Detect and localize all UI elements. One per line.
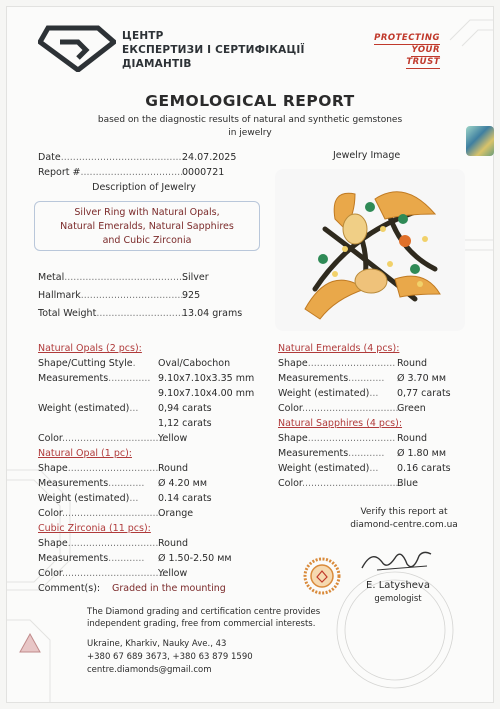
opals-measurements-value-1: 9.10x7.10x3.35 mm [158, 373, 255, 384]
emeralds-color-label: Color................................. [278, 403, 402, 414]
zirconia-color-value: Yellow [158, 568, 188, 579]
slogan: PROTECTING YOUR TRUST [374, 33, 440, 67]
disclaimer-line-1: The Diamond grading and certification centre provides [87, 607, 321, 617]
zirconia-measurements-label: Measurements............ [38, 553, 145, 564]
report-number-value: 0000721 [182, 167, 225, 178]
opal-single-shape-value: Round [158, 463, 189, 474]
emeralds-weight-value: 0,77 carats [397, 388, 451, 399]
hallmark-label: Hallmark................................... [38, 290, 187, 301]
opals-shape-label: Shape/Cutting Style. [38, 358, 136, 369]
description-box: Silver Ring with Natural Opals, Natural Emeralds, Natural Sapphires and Cubic Zirconia [34, 201, 260, 251]
address: Ukraine, Kharkiv, Nauky Ave., 43 [87, 639, 227, 649]
opal-single-shape-label: Shape.............................. [38, 463, 159, 474]
jewelry-photo [275, 169, 465, 331]
opals-measurements-value-2: 9.10x7.10x4.00 mm [158, 388, 255, 399]
opals-measurements-label: Measurements.............. [38, 373, 151, 384]
emeralds-shape-label: Shape............................. [278, 358, 396, 369]
sapphires-color-value: Blue [397, 478, 419, 489]
hologram-sticker [466, 126, 494, 156]
verify-link[interactable]: diamond-centre.com.ua [350, 520, 458, 530]
sapphires-weight-value: 0.16 carats [397, 463, 451, 474]
sapphires-shape-value: Round [397, 433, 428, 444]
comment-value: Graded in the mounting [112, 583, 226, 594]
date-value: 24.07.2025 [182, 152, 237, 163]
sapphires-measurements-label: Measurements............ [278, 448, 385, 459]
sapphires-measurements-value: Ø 1.80 мм [397, 448, 447, 459]
emeralds-measurements-value: Ø 3.70 мм [397, 373, 447, 384]
verify-block: Verify this report at diamond-centre.com.ua [344, 506, 464, 532]
emeralds-shape-value: Round [397, 358, 428, 369]
sapphires-header: Natural Sapphires (4 pcs): [278, 418, 403, 429]
disclaimer-line-2: independent grading, free from commercial interests. [87, 619, 316, 629]
zirconia-measurements-value: Ø 1.50-2.50 мм [158, 553, 232, 564]
opals-weight-value-2: 1,12 carats [158, 418, 212, 429]
sapphires-shape-label: Shape............................. [278, 433, 396, 444]
metal-value: Silver [182, 272, 209, 283]
opals-weight-value-1: 0,94 carats [158, 403, 212, 414]
phones: +380 67 689 3673, +380 63 879 1590 [87, 652, 253, 662]
opal-single-weight-label: Weight (estimated)... [38, 493, 139, 504]
zirconia-color-label: Color.................................. [38, 568, 165, 579]
emeralds-weight-label: Weight (estimated)... [278, 388, 379, 399]
signer-role: gemologist [374, 594, 422, 604]
opal-single-header: Natural Opal (1 pc): [38, 448, 132, 459]
email[interactable]: centre.diamonds@gmail.com [87, 665, 212, 675]
total-weight-value: 13.04 grams [182, 308, 243, 319]
sapphires-weight-label: Weight (estimated)... [278, 463, 379, 474]
opal-single-color-value: Orange [158, 508, 194, 519]
opals-shape-value: Oval/Cabochon [158, 358, 231, 369]
opal-single-weight-value: 0.14 carats [158, 493, 212, 504]
comment-label: Comment(s): [38, 583, 101, 594]
warning-triangle-icon [18, 632, 42, 654]
stamp-seal [303, 557, 341, 595]
report-subtitle: based on the diagnostic results of natural and synthetic gemstones in jewelry [97, 115, 403, 138]
date-label: Date.......................................... [38, 152, 188, 163]
organization-name: ЦЕНТР ЕКСПЕРТИЗИ І СЕРТИФІКАЦІЇ ДІАМАНТІВ [122, 30, 305, 70]
opal-single-color-label: Color.................................. [38, 508, 165, 519]
description-heading: Description of Jewelry [92, 182, 196, 193]
opals-weight-label: Weight (estimated)... [38, 403, 139, 414]
zirconia-header: Cubic Zirconia (11 pcs): [38, 523, 151, 534]
total-weight-label: Total Weight.............................. [38, 308, 187, 319]
signer-name: E. Latysheva [366, 580, 430, 591]
opal-single-measurements-value: Ø 4.20 мм [158, 478, 208, 489]
opals-color-value: Yellow [158, 433, 188, 444]
emeralds-color-value: Green [397, 403, 426, 414]
emeralds-header: Natural Emeralds (4 pcs): [278, 343, 400, 354]
emeralds-measurements-label: Measurements............ [278, 373, 385, 384]
opals-header: Natural Opals (2 pcs): [38, 343, 142, 354]
sapphires-color-label: Color................................. [278, 478, 402, 489]
zirconia-shape-value: Round [158, 538, 189, 549]
zirconia-shape-label: Shape.............................. [38, 538, 159, 549]
opal-single-measurements-label: Measurements............ [38, 478, 145, 489]
report-number-label: Report #................................... [38, 167, 187, 178]
metal-label: Metal......................................... [38, 272, 189, 283]
report-title: GEMOLOGICAL REPORT [145, 92, 355, 110]
diamond-centre-logo [38, 22, 116, 72]
hallmark-value: 925 [182, 290, 201, 301]
jewelry-image-label: Jewelry Image [333, 150, 401, 161]
opals-color-label: Color.................................. [38, 433, 165, 444]
signature [357, 544, 437, 576]
